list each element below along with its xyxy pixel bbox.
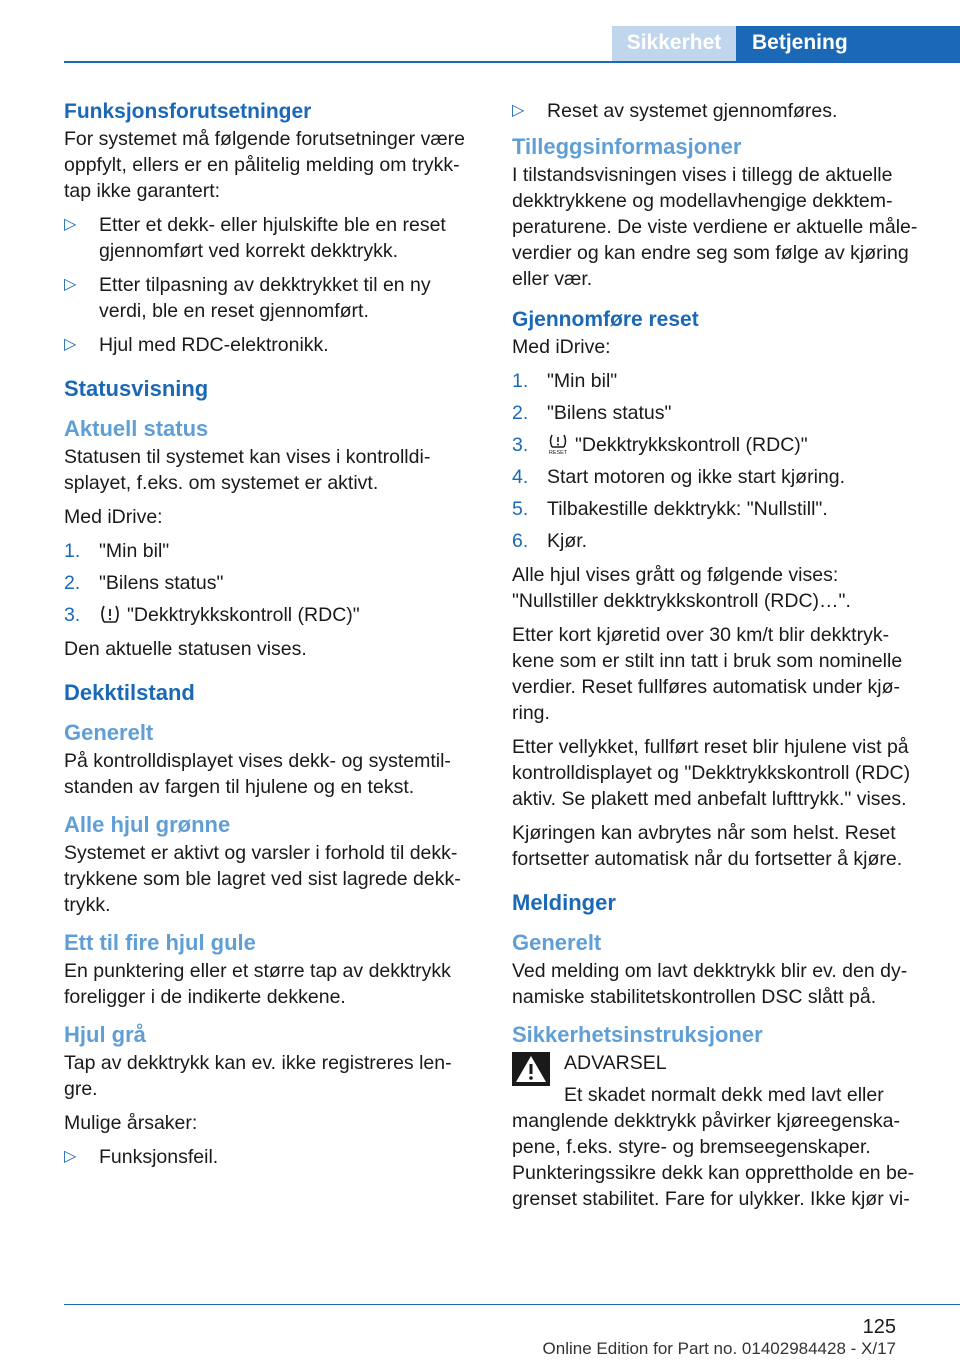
heading-additional-info: Tilleggsinformasjoner bbox=[512, 134, 742, 159]
grey-text: Tap av dekktrykk kan ev. ikke registreres len-gre. bbox=[64, 1052, 452, 1100]
list-item: 4. Start motoren og ikke start kjøring. bbox=[512, 466, 846, 488]
grey-wheels-text: Alle hjul vises grått og følgende vises: "Nullstiller dekktrykkskontroll (RDC)…". bbox=[512, 564, 851, 612]
heading-status-display: Statusvisning bbox=[64, 376, 209, 401]
list-item: ▷ Etter tilpasning av dekktrykket til en ny verdi, ble en reset gjennomført. bbox=[64, 274, 431, 322]
list-item: 2. "Bilens status" bbox=[512, 402, 672, 424]
all-green-text: Systemet er aktivt og varsler i forhold til dekk-trykkene som ble lagret ved sist lagrede dekk-trykk. bbox=[64, 842, 461, 916]
heading-general: Generelt bbox=[64, 720, 154, 745]
status-shown-text: Den aktuelle statusen vises. bbox=[64, 638, 307, 660]
tab-betjening[interactable]: Betjening bbox=[736, 26, 960, 62]
prerequisites-list bbox=[64, 212, 480, 358]
heading-safety: Sikkerhetsinstruksjoner bbox=[512, 1022, 763, 1047]
list-item: ▷ Hjul med RDC-elektronikk. bbox=[64, 334, 329, 356]
heading-general-messages: Generelt bbox=[512, 930, 602, 955]
causes-list-continued bbox=[512, 98, 928, 124]
heading-current-status: Aktuell status bbox=[64, 416, 209, 441]
list-item: ▷ Funksjonsfeil. bbox=[64, 1146, 219, 1168]
warning-title: ADVARSEL bbox=[564, 1052, 667, 1074]
list-item: ▷ Reset av systemet gjennomføres. bbox=[512, 100, 838, 122]
tire-pressure-reset-icon bbox=[547, 433, 569, 455]
warning-triangle-icon bbox=[512, 1052, 550, 1086]
heading-messages: Meldinger bbox=[512, 890, 616, 915]
left-column bbox=[64, 98, 480, 1178]
triangle-bullet-icon: ▷ bbox=[64, 336, 77, 353]
page-number: 125 bbox=[862, 1316, 896, 1338]
triangle-bullet-icon: ▷ bbox=[64, 1148, 77, 1165]
warning-box bbox=[512, 1050, 928, 1212]
heading-perform-reset: Gjennomføre reset bbox=[512, 308, 699, 331]
heading-yellow: Ett til fire hjul gule bbox=[64, 930, 256, 955]
causes-list bbox=[64, 1144, 480, 1170]
reset-steps bbox=[512, 368, 928, 554]
right-column bbox=[512, 98, 928, 1218]
footer-rule bbox=[64, 1304, 960, 1305]
idrive-label: Med iDrive: bbox=[512, 336, 611, 358]
list-item: 6. Kjør. bbox=[512, 530, 588, 552]
short-drive-text: Etter kort kjøretid over 30 km/t blir dekktryk-kene som er stilt inn tatt i bruk som nominelle verdier. Reset fullføres automatisk under kjø-ring. bbox=[512, 624, 903, 724]
idrive-label: Med iDrive: bbox=[64, 506, 163, 528]
warning-text: Et skadet normalt dekk med lavt eller manglende dekktrykk påvirker kjøreegenska-pene, f.eks. styre- og bremseegenskaper. Punkteringssikre dekk kan opprettholde en be-grenset stabilitet. Fare for ulykker. Ikke kjør vi- bbox=[512, 1084, 915, 1210]
current-status-text: Statusen til systemet kan vises i kontrolldi-splayet, f.eks. om systemet er aktivt. bbox=[64, 446, 431, 494]
causes-label: Mulige årsaker: bbox=[64, 1112, 198, 1134]
list-item: 3. "Dekktrykkskontroll (RDC)" bbox=[64, 604, 360, 626]
triangle-bullet-icon: ▷ bbox=[512, 102, 525, 119]
prerequisites-text: For systemet må følgende forutsetninger være oppfylt, ellers er en pålitelig melding om trykk-tap ikke garantert: bbox=[64, 128, 465, 202]
svg-text:RESET: RESET bbox=[548, 450, 568, 455]
heading-all-green: Alle hjul grønne bbox=[64, 812, 231, 837]
status-steps bbox=[64, 538, 480, 628]
list-item: 1. "Min bil" bbox=[512, 370, 618, 392]
page-header bbox=[0, 0, 960, 62]
list-item: 1. "Min bil" bbox=[64, 540, 170, 562]
triangle-bullet-icon: ▷ bbox=[64, 216, 77, 233]
heading-grey: Hjul grå bbox=[64, 1022, 146, 1047]
general-text: På kontrolldisplayet vises dekk- og systemtil-standen av fargen til hjulene og en tekst. bbox=[64, 750, 451, 798]
heading-prerequisites: Funksjonsforutsetninger bbox=[64, 100, 312, 123]
page-footer bbox=[496, 1316, 896, 1359]
list-item: ▷ Etter et dekk- eller hjulskifte ble en reset gjennomført ved korrekt dekktrykk. bbox=[64, 214, 446, 262]
messages-general-text: Ved melding om lavt dekktrykk blir ev. den dy-namiske stabilitetskontrollen DSC slått på. bbox=[512, 960, 908, 1008]
heading-tire-condition: Dekktilstand bbox=[64, 680, 195, 705]
reset-success-text: Etter vellykket, fullført reset blir hjulene vist på kontrolldisplayet og "Dekktrykkskontroll (RDC) aktiv. Se plakett med anbefalt lufttrykk." vises. bbox=[512, 736, 911, 810]
yellow-text: En punktering eller et større tap av dekktrykk foreligger i de indikerte dekkene. bbox=[64, 960, 451, 1008]
edition-text: Online Edition for Part no. 01402984428 - X/17 bbox=[542, 1339, 896, 1358]
tire-pressure-icon bbox=[99, 603, 121, 625]
tab-sikkerhet[interactable]: Sikkerhet bbox=[612, 26, 736, 62]
additional-info-text: I tilstandsvisningen vises i tillegg de aktuelle dekktrykkene og modellavhengige dekktem-peraturene. De viste verdiene er aktuelle måle-verdier og kan endre seg som følge av kjøring eller vær. bbox=[512, 164, 918, 290]
list-item: 3. RESET "Dekktrykkskontroll (RDC)" bbox=[512, 434, 808, 456]
triangle-bullet-icon: ▷ bbox=[64, 276, 77, 293]
list-item: 5. Tilbakestille dekktrykk: "Nullstill". bbox=[512, 498, 828, 520]
header-rule bbox=[64, 61, 960, 63]
drive-abort-text: Kjøringen kan avbrytes når som helst. Reset fortsetter automatisk når du fortsetter å kjøre. bbox=[512, 822, 903, 870]
list-item: 2. "Bilens status" bbox=[64, 572, 224, 594]
